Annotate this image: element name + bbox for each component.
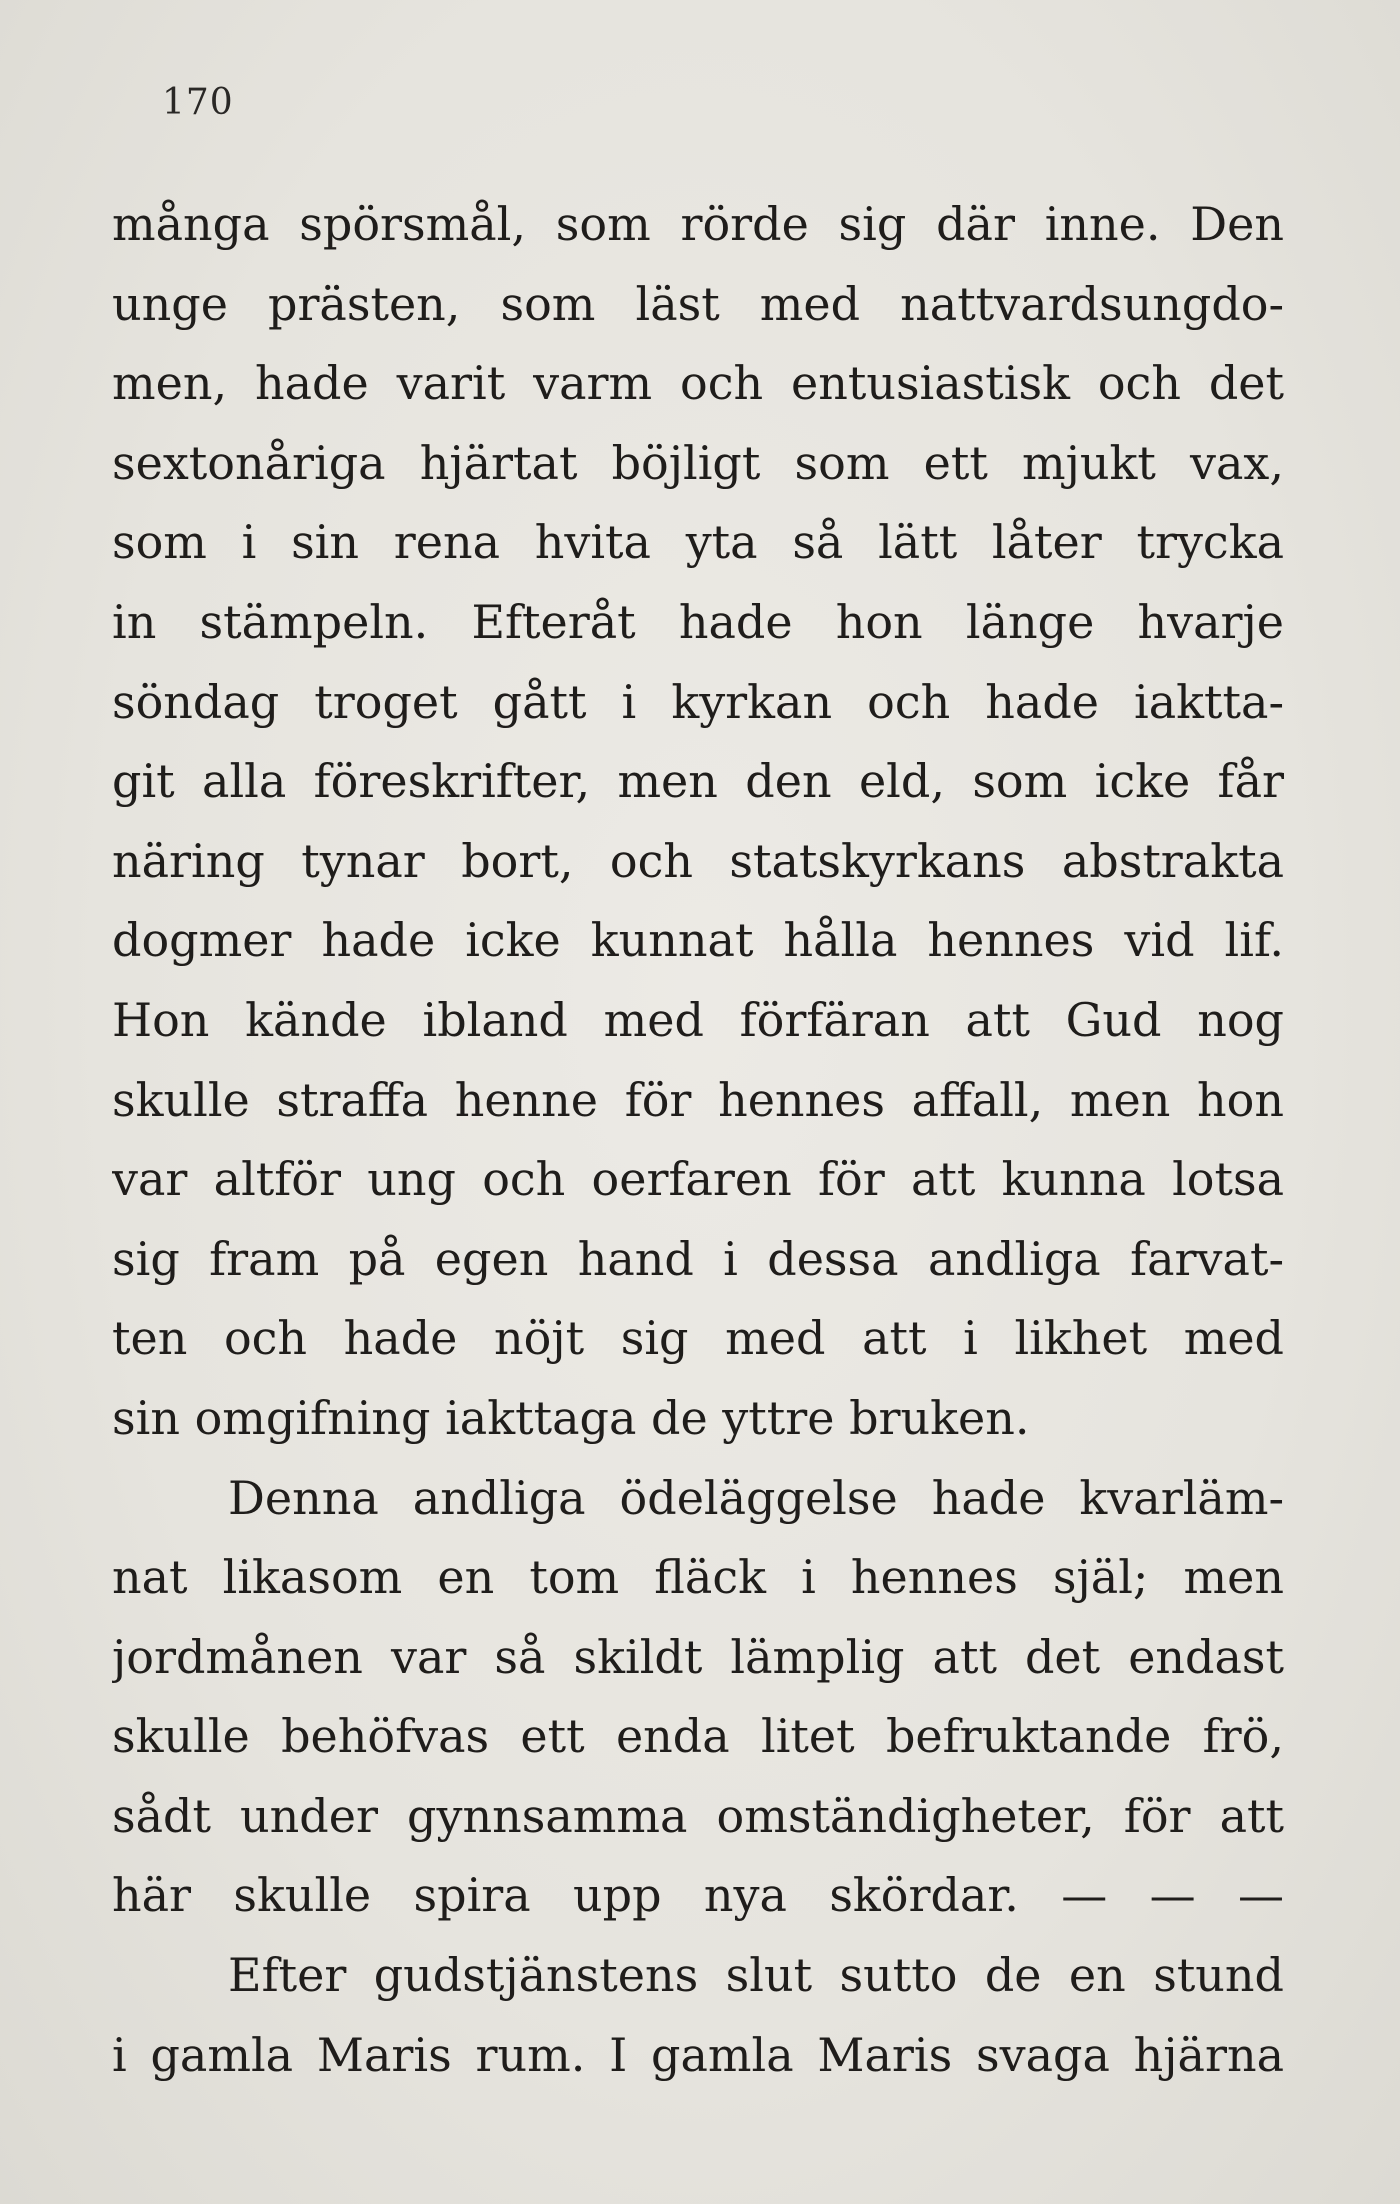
- body-text: [112, 185, 1284, 2095]
- text-line: jordmånen var så skildt lämplig att det endast: [112, 1629, 1284, 1684]
- text-line: Hon kände ibland med förfäran att Gud nog: [112, 992, 1284, 1047]
- page-number: 170: [162, 82, 234, 123]
- text-line: in stämpeln. Efteråt hade hon länge hvarje: [112, 594, 1284, 649]
- text-line: sådt under gynnsamma omständigheter, för att: [112, 1788, 1284, 1843]
- text-line: git alla föreskrifter, men den eld, som icke får: [112, 754, 1284, 809]
- text-line: unge prästen, som läst med nattvardsungdo-: [112, 276, 1284, 331]
- paragraph-end-line: här skulle spira upp nya skördar. — — —: [112, 1868, 1284, 1923]
- text-line: skulle straffa henne för hennes affall, men hon: [112, 1072, 1284, 1127]
- text-line: näring tynar bort, och statskyrkans abstrakta: [112, 833, 1284, 888]
- text-line: dogmer hade icke kunnat hålla hennes vid lif.: [112, 913, 1284, 968]
- text-line: skulle behöfvas ett enda litet befruktande frö,: [112, 1709, 1284, 1764]
- text-line: i gamla Maris rum. I gamla Maris svaga hjärna: [112, 2027, 1284, 2082]
- text-line: sig fram på egen hand i dessa andliga farvat-: [112, 1231, 1284, 1286]
- text-line: ten och hade nöjt sig med att i likhet med: [112, 1311, 1284, 1366]
- paragraph-start-line: Denna andliga ödeläggelse hade kvarläm-: [228, 1470, 1284, 1525]
- text-line: många spörsmål, som rörde sig där inne. Den: [112, 197, 1284, 251]
- paragraph-start-line: Efter gudstjänstens slut sutto de en stund: [228, 1948, 1284, 2003]
- text-line: som i sin rena hvita yta så lätt låter trycka: [112, 515, 1284, 570]
- paragraph-end-line: sin omgifning iakttaga de yttre bruken.: [112, 1390, 1030, 1445]
- text-line: men, hade varit varm och entusiastisk och det: [112, 356, 1284, 411]
- text-line: söndag troget gått i kyrkan och hade iaktta-: [112, 674, 1284, 729]
- text-line: sextonåriga hjärtat böjligt som ett mjukt vax,: [112, 435, 1284, 490]
- text-line: var altför ung och oerfaren för att kunna lotsa: [112, 1152, 1284, 1207]
- text-line: nat likasom en tom fläck i hennes själ; men: [112, 1550, 1284, 1605]
